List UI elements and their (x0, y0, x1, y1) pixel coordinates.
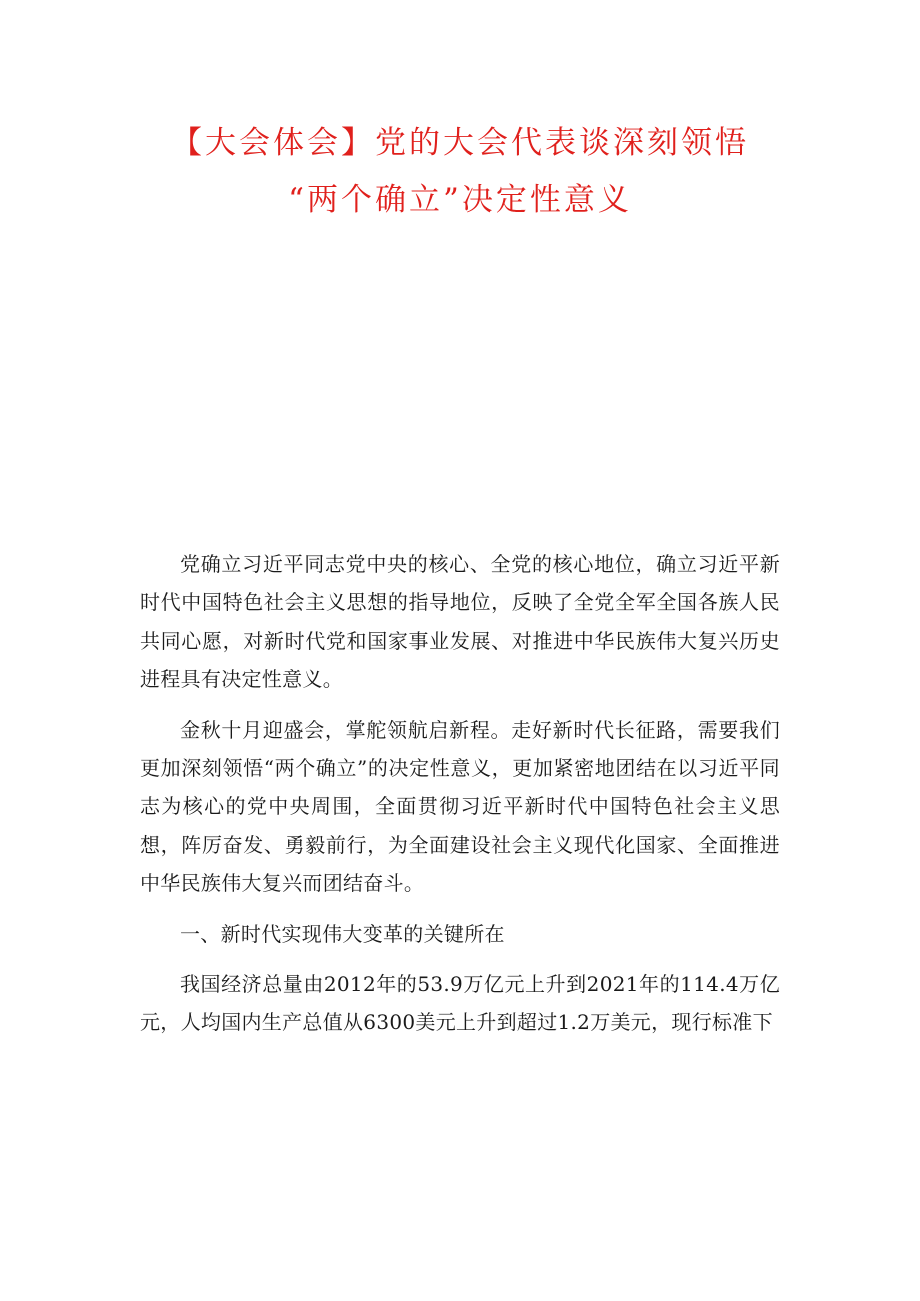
document-title-line-1: 【大会体会】党的大会代表谈深刻领悟 (171, 125, 749, 161)
body-paragraph: 党确立习近平同志党中央的核心、全党的核心地位，确立习近平新时代中国特色社会主义思想的指导地位，反映了全党全军全国各族人民共同心愿，对新时代党和国家事业发展、对推进中华民族伟大复兴历史进程具有决定性意义。 (140, 552, 780, 692)
document-title-line-2: “两个确立”决定性意义 (288, 182, 632, 218)
document-body (140, 545, 780, 1042)
body-paragraph: 金秋十月迎盛会，掌舵领航启新程。走好新时代长征路，需要我们更加深刻领悟“两个确立”的决定性意义，更加紧密地团结在以习近平同志为核心的党中央周围，全面贯彻习近平新时代中国特色社会主义思想，阵厉奋发、勇毅前行，为全面建设社会主义现代化国家、全面推进中华民族伟大复兴而团结奋斗。 (140, 717, 780, 896)
section-paragraph: 我国经济总量由2012年的53.9万亿元上升到2021年的114.4万亿元，人均国内生产总值从6300美元上升到超过1.2万美元，现行标准下 (140, 972, 780, 1035)
section-heading: 一、新时代实现伟大变革的关键所在 (180, 921, 505, 946)
